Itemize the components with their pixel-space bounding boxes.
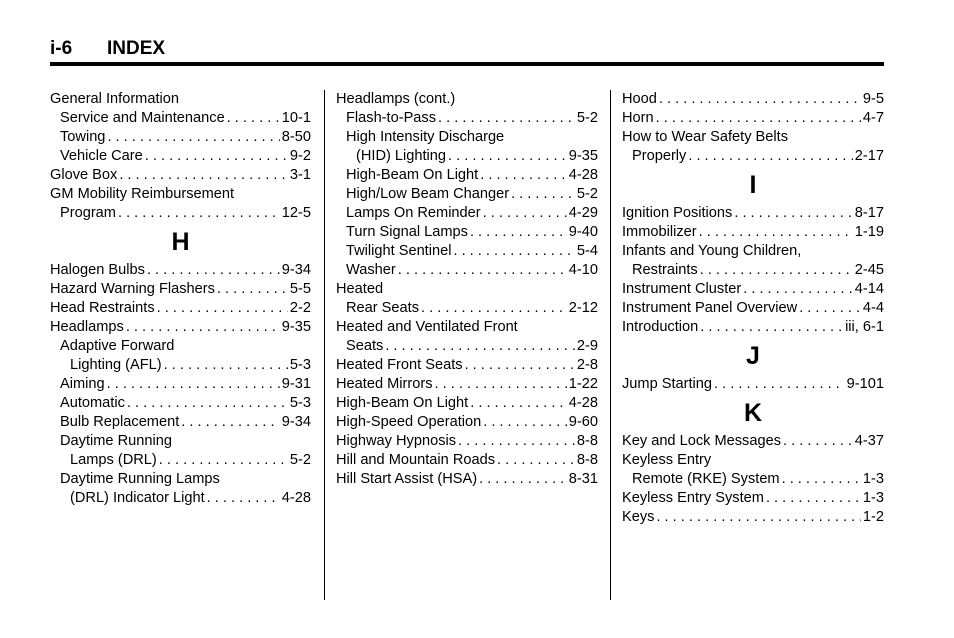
dot-leader — [458, 432, 575, 451]
dot-leader — [126, 318, 280, 337]
index-entry — [336, 242, 598, 261]
index-entry-page: 1-3 — [862, 471, 884, 487]
dot-leader — [453, 242, 574, 261]
index-entry-term: High-Beam On Light — [336, 395, 469, 411]
index-entry-term: Program — [60, 205, 116, 221]
index-entry-page: 4-10 — [568, 262, 598, 278]
index-entry-term: Headlamps — [50, 319, 124, 335]
index-entry-term: Washer — [346, 262, 396, 278]
dot-leader — [147, 261, 280, 280]
dot-leader — [385, 337, 575, 356]
index-entry-page: 9-35 — [281, 319, 311, 335]
dot-leader — [700, 318, 843, 337]
index-entry-page: 9-60 — [568, 414, 598, 430]
index-entry-term: Towing — [60, 129, 106, 145]
index-entry — [336, 318, 598, 337]
index-section-letter: K — [743, 399, 763, 427]
index-entry — [336, 394, 598, 413]
index-section-letter: J — [746, 342, 760, 370]
index-entry-term: Keyless Entry — [622, 452, 712, 468]
index-entry-page: 2-9 — [576, 338, 598, 354]
index-entry — [50, 90, 311, 109]
index-entry-page: 2-17 — [854, 148, 884, 164]
index-entry — [336, 128, 598, 147]
index-column-3 — [622, 90, 884, 527]
index-entry — [50, 432, 311, 451]
index-entry-term: GM Mobility Reimbursement — [50, 186, 235, 202]
index-entry-term: Lighting (AFL) — [70, 357, 162, 373]
index-entry — [50, 375, 311, 394]
index-entry-page: 4-4 — [862, 300, 884, 316]
index-entry-term: Daytime Running Lamps — [60, 471, 220, 487]
index-entry-term: Ignition Positions — [622, 205, 733, 221]
index-entry — [336, 261, 598, 280]
index-entry — [336, 337, 598, 356]
index-entry-term: Glove Box — [50, 167, 118, 183]
index-entry-term: Twilight Sentinel — [346, 243, 452, 259]
dot-leader — [656, 508, 860, 527]
dot-leader — [119, 166, 288, 185]
index-entry-term: Remote (RKE) System — [632, 471, 780, 487]
index-entry — [50, 413, 311, 432]
index-entry — [336, 166, 598, 185]
dot-leader — [164, 356, 288, 375]
index-entry-term: Service and Maintenance — [60, 110, 225, 126]
index-entry — [50, 166, 311, 185]
dot-leader — [118, 204, 280, 223]
index-entry-term: Hood — [622, 91, 657, 107]
dot-leader — [217, 280, 288, 299]
index-entry — [336, 299, 598, 318]
index-entry-term: Rear Seats — [346, 300, 420, 316]
index-entry-page: 5-2 — [576, 110, 598, 126]
index-entry — [622, 90, 884, 109]
index-entry-term: Vehicle Care — [60, 148, 143, 164]
dot-leader — [479, 470, 567, 489]
index-entry — [336, 90, 598, 109]
index-entry-page: 3-1 — [289, 167, 311, 183]
index-entry — [622, 147, 884, 166]
index-entry-term: Restraints — [632, 262, 698, 278]
index-entry — [50, 185, 311, 204]
dot-leader — [480, 166, 567, 185]
index-entry-page: 9-40 — [568, 224, 598, 240]
dot-leader — [470, 223, 567, 242]
index-section-letter: I — [749, 171, 757, 199]
dot-leader — [465, 356, 575, 375]
dot-leader — [159, 451, 288, 470]
index-entry — [50, 204, 311, 223]
index-entry-term: Immobilizer — [622, 224, 697, 240]
index-entry-page: 10-1 — [281, 110, 311, 126]
index-entry-page: 9-2 — [289, 148, 311, 164]
index-entry-term: General Information — [50, 91, 179, 107]
index-entry — [622, 109, 884, 128]
index-entry — [622, 318, 884, 337]
index-entry — [622, 432, 884, 451]
dot-leader — [107, 375, 280, 394]
column-divider — [324, 90, 325, 600]
index-entry-term: Jump Starting — [622, 376, 713, 392]
index-entry — [336, 204, 598, 223]
page-number: i-6 — [50, 38, 73, 59]
column-divider — [610, 90, 611, 600]
index-entry — [336, 413, 598, 432]
index-entry-term: Daytime Running — [60, 433, 172, 449]
index-entry — [336, 280, 598, 299]
index-entry — [50, 337, 311, 356]
index-entry — [50, 147, 311, 166]
dot-leader — [421, 299, 567, 318]
index-entry — [50, 299, 311, 318]
dot-leader — [799, 299, 861, 318]
index-entry-term: Lamps On Reminder — [346, 205, 481, 221]
index-entry-term: Adaptive Forward — [60, 338, 175, 354]
index-entry-page: 5-2 — [289, 452, 311, 468]
index-entry — [336, 185, 598, 204]
index-entry — [50, 451, 311, 470]
dot-leader — [734, 204, 852, 223]
index-column-1 — [50, 90, 311, 508]
index-entry-term: Headlamps (cont.) — [336, 91, 456, 107]
index-entry-page: 1-22 — [568, 376, 598, 392]
index-entry-term: Keyless Entry System — [622, 490, 764, 506]
header-rule — [50, 62, 884, 66]
dot-leader — [181, 413, 280, 432]
dot-leader — [743, 280, 853, 299]
index-entry-term: Hazard Warning Flashers — [50, 281, 215, 297]
index-entry-term: (DRL) Indicator Light — [70, 490, 205, 506]
index-entry — [50, 394, 311, 413]
index-entry-term: Heated and Ventilated Front — [336, 319, 518, 335]
index-entry-page: 8-50 — [281, 129, 311, 145]
index-entry-page: 5-5 — [289, 281, 311, 297]
index-entry-term: Horn — [622, 110, 654, 126]
index-entry-term: Turn Signal Lamps — [346, 224, 468, 240]
index-entry-term: Hill Start Assist (HSA) — [336, 471, 478, 487]
index-entry-page: 8-8 — [576, 452, 598, 468]
index-entry-term: Automatic — [60, 395, 125, 411]
dot-leader — [656, 109, 861, 128]
index-entry-page: 8-17 — [854, 205, 884, 221]
index-entry-term: Flash-to-Pass — [346, 110, 437, 126]
index-entry-page: 9-101 — [846, 376, 884, 392]
index-entry-term: High/Low Beam Changer — [346, 186, 510, 202]
index-entry-page: 5-3 — [289, 357, 311, 373]
index-entry — [50, 470, 311, 489]
dot-leader — [207, 489, 280, 508]
index-entry — [622, 375, 884, 394]
dot-leader — [227, 109, 280, 128]
index-column-2 — [336, 90, 598, 489]
index-entry-page: 2-8 — [576, 357, 598, 373]
dot-leader — [127, 394, 288, 413]
dot-leader — [688, 147, 852, 166]
index-entry — [622, 508, 884, 527]
index-entry — [622, 280, 884, 299]
dot-leader — [714, 375, 845, 394]
index-entry-page: 2-12 — [568, 300, 598, 316]
index-entry-page: 2-2 — [289, 300, 311, 316]
index-entry-page: 9-34 — [281, 262, 311, 278]
index-entry — [336, 375, 598, 394]
index-section-letter: H — [171, 228, 190, 256]
index-entry-term: Infants and Young Children, — [622, 243, 802, 259]
index-entry-term: Heated Mirrors — [336, 376, 433, 392]
index-entry — [622, 223, 884, 242]
dot-leader — [699, 223, 853, 242]
dot-leader — [659, 90, 861, 109]
index-entry-page: 4-28 — [568, 167, 598, 183]
index-entry-term: Aiming — [60, 376, 105, 392]
dot-leader — [483, 204, 567, 223]
index-entry-page: 4-28 — [568, 395, 598, 411]
dot-leader — [700, 261, 853, 280]
dot-leader — [157, 299, 288, 318]
dot-leader — [782, 470, 861, 489]
index-entry — [336, 470, 598, 489]
dot-leader — [783, 432, 853, 451]
index-entry-page: 4-7 — [862, 110, 884, 126]
index-entry — [50, 280, 311, 299]
index-entry-page: 1-2 — [862, 509, 884, 525]
dot-leader — [438, 109, 575, 128]
index-entry — [50, 489, 311, 508]
index-entry-page: 1-3 — [862, 490, 884, 506]
dot-leader — [497, 451, 575, 470]
index-entry — [622, 242, 884, 261]
index-entry — [50, 356, 311, 375]
index-entry — [622, 128, 884, 147]
page-title: INDEX — [107, 38, 166, 59]
index-entry-page: 1-19 — [854, 224, 884, 240]
index-entry — [622, 489, 884, 508]
index-entry — [622, 299, 884, 318]
index-entry-page: 12-5 — [281, 205, 311, 221]
index-entry-term: Instrument Panel Overview — [622, 300, 798, 316]
index-entry-page: 5-2 — [576, 186, 598, 202]
index-entry-term: Properly — [632, 148, 687, 164]
index-entry-page: iii, 6-1 — [845, 319, 884, 335]
index-entry — [336, 109, 598, 128]
index-entry-term: Halogen Bulbs — [50, 262, 145, 278]
index-entry-page: 2-45 — [854, 262, 884, 278]
index-entry-term: Bulb Replacement — [60, 414, 180, 430]
index-entry-term: High Intensity Discharge — [346, 129, 505, 145]
index-entry-term: Introduction — [622, 319, 699, 335]
index-entry-term: (HID) Lighting — [356, 148, 447, 164]
dot-leader — [435, 375, 567, 394]
index-entry-term: Highway Hypnosis — [336, 433, 457, 449]
index-entry — [50, 318, 311, 337]
index-entry-page: 9-34 — [281, 414, 311, 430]
index-entry-term: Heated Front Seats — [336, 357, 463, 373]
dot-leader — [511, 185, 575, 204]
index-entry-term: How to Wear Safety Belts — [622, 129, 789, 145]
dot-leader — [470, 394, 567, 413]
index-entry-page: 9-5 — [862, 91, 884, 107]
index-entry — [50, 261, 311, 280]
dot-leader — [107, 128, 279, 147]
index-entry — [336, 356, 598, 375]
index-entry-term: Lamps (DRL) — [70, 452, 157, 468]
index-entry — [336, 147, 598, 166]
index-entry-term: High-Beam On Light — [346, 167, 479, 183]
index-entry-page: 9-35 — [568, 148, 598, 164]
index-entry-term: Instrument Cluster — [622, 281, 742, 297]
dot-leader — [766, 489, 861, 508]
index-entry-term: Heated — [336, 281, 384, 297]
index-entry — [50, 128, 311, 147]
index-entry — [336, 223, 598, 242]
index-entry — [622, 261, 884, 280]
index-entry-term: Hill and Mountain Roads — [336, 452, 495, 468]
index-entry-page: 9-31 — [281, 376, 311, 392]
index-entry-page: 4-29 — [568, 205, 598, 221]
dot-leader — [145, 147, 288, 166]
index-entry-term: Keys — [622, 509, 655, 525]
index-entry-page: 8-31 — [568, 471, 598, 487]
index-entry — [50, 109, 311, 128]
dot-leader — [448, 147, 567, 166]
index-entry-term: Seats — [346, 338, 384, 354]
dot-leader — [483, 413, 567, 432]
index-entry-page: 4-28 — [281, 490, 311, 506]
index-entry-page: 5-3 — [289, 395, 311, 411]
index-entry-page: 5-4 — [576, 243, 598, 259]
index-entry-term: Key and Lock Messages — [622, 433, 781, 449]
index-entry — [622, 204, 884, 223]
dot-leader — [398, 261, 567, 280]
index-entry — [622, 470, 884, 489]
index-entry-page: 8-8 — [576, 433, 598, 449]
index-entry-page: 4-14 — [854, 281, 884, 297]
index-entry-term: High-Speed Operation — [336, 414, 482, 430]
index-entry-term: Head Restraints — [50, 300, 155, 316]
index-entry-page: 4-37 — [854, 433, 884, 449]
index-entry — [336, 432, 598, 451]
index-entry — [622, 451, 884, 470]
index-entry — [336, 451, 598, 470]
